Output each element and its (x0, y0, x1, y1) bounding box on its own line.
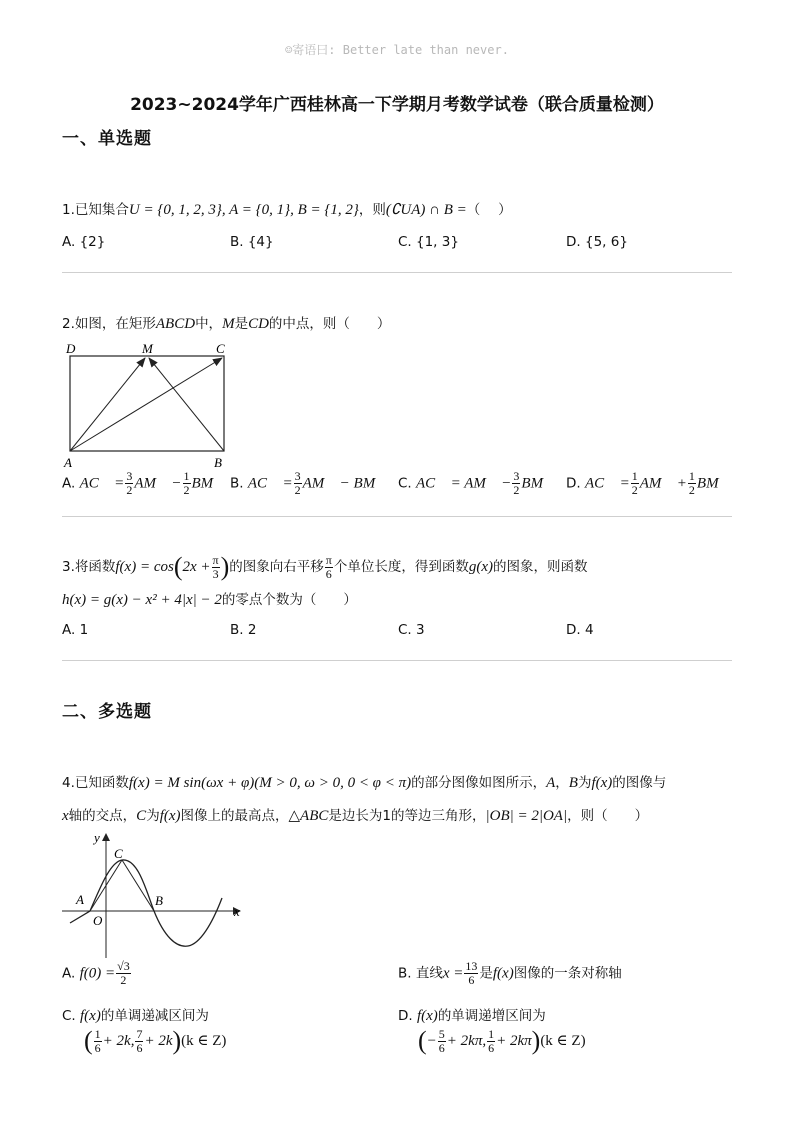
label-a: A (64, 455, 72, 470)
motto: ☺寄语曰: Better late than never. (285, 43, 509, 57)
vector-am (70, 358, 145, 451)
axis-label-x: x (234, 904, 240, 919)
axis-label-y: y (94, 830, 100, 845)
label-d: D (66, 341, 76, 356)
q2-option-c[interactable]: C. AC⃗ = AM⃗ − $\frac{3}{2}$ BM⃗ (398, 469, 555, 497)
vector-ac (70, 358, 222, 451)
q1-option-a[interactable]: A. {2} (62, 234, 106, 250)
question-3-stem-line2: h(x) = g(x) − x² + 4|x| − 2的零点个数为（ ） (62, 592, 357, 608)
question-1-stem: 1.已知集合U = {0, 1, 2, 3}, A = {0, 1}, B = {1, 2}，则(∁UA) ∩ B =（ ） (62, 202, 512, 218)
q1-option-d[interactable]: D. {5, 6} (566, 234, 628, 250)
q4-option-c-interval[interactable]: ( $\frac{1}{6}$ + 2k, $\frac{7}{6}$ + 2k)(k ∈ Z) (84, 1026, 227, 1055)
sine-curve (70, 860, 222, 946)
divider (62, 516, 732, 517)
rectangle-figure (60, 340, 240, 470)
label-c: C (216, 341, 225, 356)
question-3-stem-line1: 3.将函数f(x) = cos(2x + $\frac{\pi}{3}$ )的图象向右平移 $\frac{\pi}{6}$ 个单位长度，得到函数g(x)的图象，则函数 (62, 552, 588, 581)
vector-bm (149, 358, 224, 451)
segment-cb (122, 860, 154, 911)
label-o: O (93, 913, 103, 928)
question-2-stem: 2.如图，在矩形ABCD中，M是CD的中点，则（ ） (62, 316, 391, 332)
q2-option-d[interactable]: D. AC⃗ = $\frac{1}{2}$ AM⃗ + $\frac{1}{2}$ BM⃗ (566, 469, 731, 497)
divider (62, 272, 732, 273)
label-b: B (214, 455, 222, 470)
section-heading-multiple-choice: 二、多选题 (62, 702, 152, 722)
q4-option-d-label[interactable]: D. f(x)的单调递增区间为 (398, 1008, 546, 1024)
sine-graph-figure (60, 828, 250, 962)
q1-sets: U = {0, 1, 2, 3}, A = {0, 1}, B = {1, 2} (128, 202, 359, 218)
q1-option-c[interactable]: C. {1, 3} (398, 234, 459, 250)
label-m: M (142, 341, 153, 356)
q3-option-c[interactable]: C. 3 (398, 622, 425, 638)
q4-option-b[interactable]: B. 直线x = $\frac{13}{6}$ 是f(x)图像的一条对称轴 (398, 959, 622, 987)
q2-option-a[interactable]: A. AC⃗ = $\frac{3}{2}$ AM⃗ − $\frac{1}{2}$ BM⃗ (62, 469, 225, 497)
q4-option-c-label[interactable]: C. f(x)的单调递减区间为 (62, 1008, 209, 1024)
question-4-stem-line2: x轴的交点，C为f(x)图像上的最高点，△ABC是边长为1的等边三角形，|OB| = 2|OA|，则（ ） (62, 808, 649, 824)
question-4-stem-line1: 4.已知函数f(x) = M sin(ωx + φ)(M > 0, ω > 0, 0 < φ < π)的部分图像如图所示，A，B为f(x)的图像与 (62, 775, 667, 791)
label-c: C (114, 846, 123, 861)
q4-option-d-interval[interactable]: (− $\frac{5}{6}$ + 2kπ, $\frac{1}{6}$ + 2kπ)(k ∈ Z) (418, 1026, 586, 1055)
q1-option-b[interactable]: B. {4} (230, 234, 274, 250)
q4-option-a[interactable]: A. f(0) = $\frac{√3}{2}$ (62, 959, 130, 987)
label-b: B (155, 893, 163, 908)
q3-option-a[interactable]: A. 1 (62, 622, 89, 638)
label-a: A (76, 892, 84, 907)
q2-option-b[interactable]: B. AC⃗ = $\frac{3}{2}$ AM⃗ − BM⃗ (230, 469, 387, 497)
q1-expression: (∁UA) ∩ B = (385, 202, 467, 218)
q3-option-b[interactable]: B. 2 (230, 622, 257, 638)
divider (62, 660, 732, 661)
section-heading-single-choice: 一、单选题 (62, 129, 152, 149)
q3-option-d[interactable]: D. 4 (566, 622, 594, 638)
page-title: 2023~2024学年广西桂林高一下学期月考数学试卷（联合质量检测） (130, 95, 664, 115)
